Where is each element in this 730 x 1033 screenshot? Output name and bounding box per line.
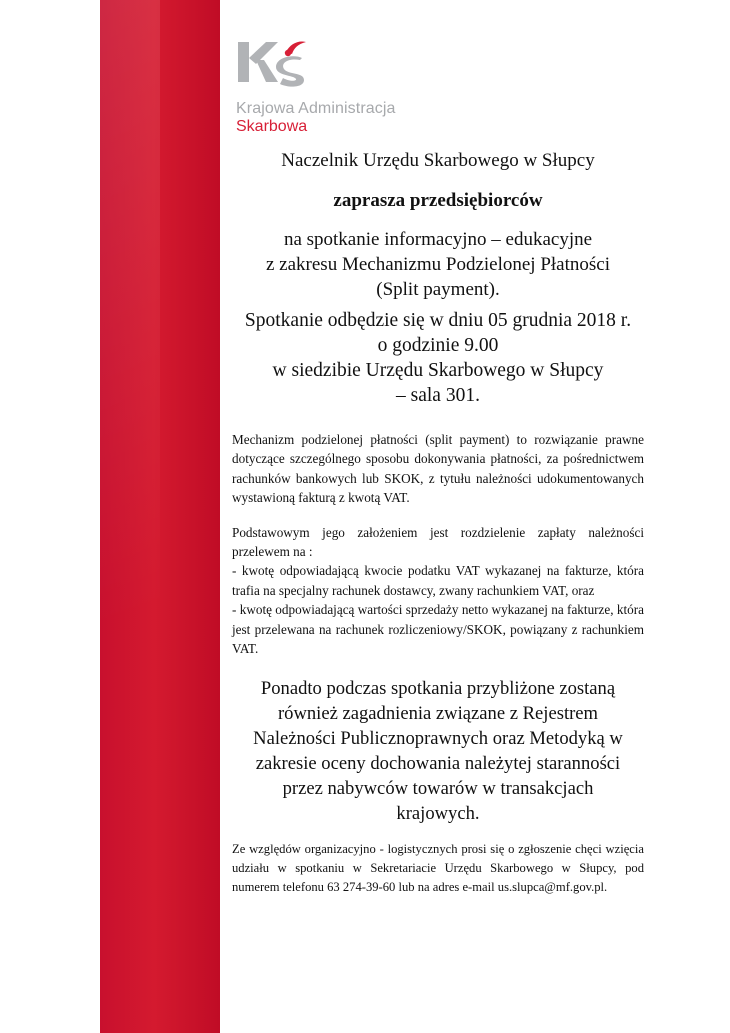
additional-line: Ponadto podczas spotkania przybliżone zostaną: [260, 678, 616, 700]
stripe-shading: [100, 0, 160, 1033]
subject-line: (Split payment).: [376, 279, 500, 300]
kas-logo-mark-icon: [236, 38, 316, 98]
meeting-room: – sala 301.: [396, 385, 480, 406]
subject-line: na spotkanie informacyjno – edukacyjne: [283, 229, 593, 250]
red-side-stripe: [100, 0, 220, 1033]
meeting-subject: [232, 227, 644, 302]
additional-line: również zagadnienia związane z Rejestrem: [277, 703, 599, 725]
additional-line: Należności Publicznoprawnych oraz Metodyką w: [253, 728, 623, 750]
meeting-date: Spotkanie odbędzie się w dniu 05 grudnia 2018 r.: [244, 310, 632, 331]
subject-line: z zakresu Mechanizmu Podzielonej Płatności: [265, 254, 610, 275]
registration-note: Ze względów organizacyjno - logistycznych prosi się o zgłoszenie chęci wzięcia udziału w spotkaniu w Sekretariacie Urzędu Skarbowego w Słupcy, pod numerem telefonu 63 274-39-60 lub na adres e-mail us.slupca@mf.gov.pl.: [232, 842, 644, 895]
additional-line: krajowych.: [396, 803, 480, 825]
additional-line: przez nabywców towarów w transakcjach: [282, 778, 594, 800]
invitation-heading: zaprasza przedsiębiorców: [333, 190, 543, 211]
principle-item: - kwotę odpowiadającą wartości sprzedaży netto wykazanej na fakturze, która jest przelewana na rachunek rozliczeniowy/SKOK, powiązany z rachunkiem VAT.: [232, 602, 644, 657]
paragraph-principle: [232, 523, 644, 659]
office-head-title: Naczelnik Urzędu Skarbowego w Słupcy: [281, 150, 595, 171]
paragraph-definition: Mechanizm podzielonej płatności (split payment) to rozwiązanie prawne dotyczące szczególnego sposobu dokonywania płatności, za pośrednictwem rachunków bankowych lub SKOK, z tytułu należności udokumentowanych wystawioną fakturą z kwotą VAT.: [232, 432, 644, 506]
additional-topics: [232, 676, 644, 826]
meeting-time: o godzinie 9.00: [377, 335, 499, 356]
meeting-details: [232, 308, 644, 408]
logo-name-line1: Krajowa Administracja: [236, 100, 396, 117]
principle-item: - kwotę odpowiadającą kwocie podatku VAT wykazanej na fakturze, która trafia na specjalny rachunek dostawcy, zwany rachunkiem VAT, oraz: [232, 563, 644, 598]
kas-logo: [236, 38, 436, 138]
principle-intro: Podstawowym jego założeniem jest rozdzielenie zapłaty należności przelewem na :: [232, 524, 644, 560]
additional-line: zakresie oceny dochowania należytej staranności: [255, 753, 621, 775]
logo-name-line2: Skarbowa: [236, 118, 308, 135]
meeting-place: w siedzibie Urzędu Skarbowego w Słupcy: [272, 360, 604, 381]
notice-content: [232, 148, 644, 897]
